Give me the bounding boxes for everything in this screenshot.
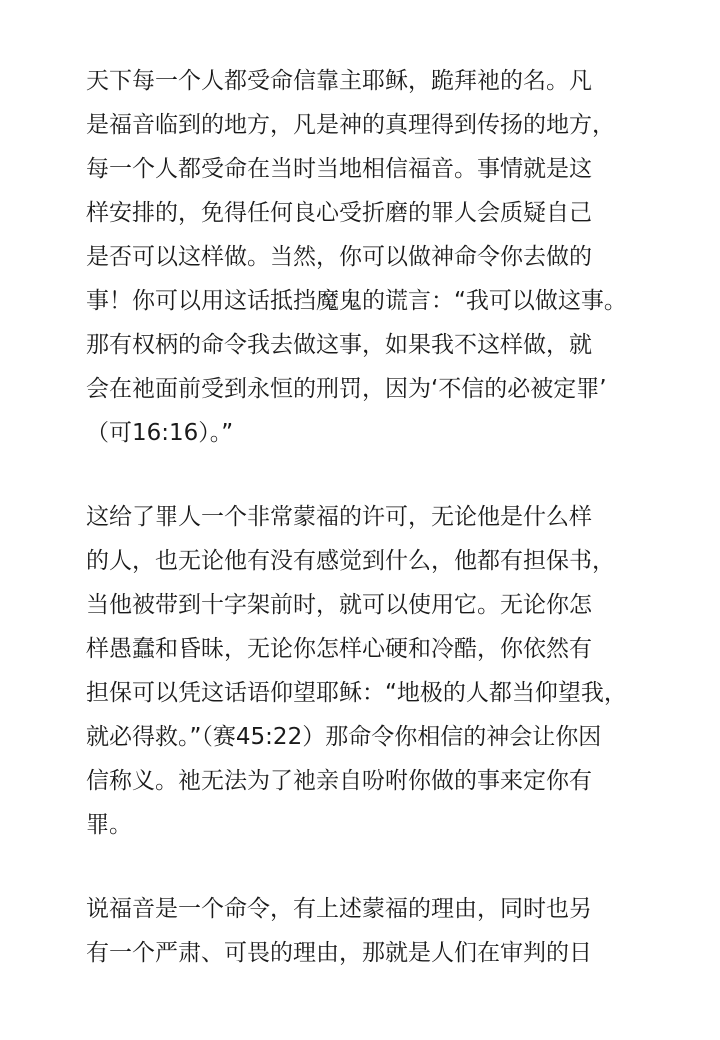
paragraph-2-line-5: 担保可以凭这话语仰望耶稣：“地极的人都当仰望我， [86,680,627,706]
paragraph-1-line-6: 事！你可以用这话抵挡魔鬼的谎言：“我可以做这事。 [86,288,627,314]
paragraph-1-line-2: 是福音临到的地方，凡是神的真理得到传扬的地方， [86,112,615,138]
paragraph-2-line-1: 这给了罪人一个非常蒙福的许可，无论他是什么样 [86,504,592,530]
paragraph-1-line-9: （可16:16）。” [86,420,234,446]
paragraph-1-line-5: 是否可以这样做。当然，你可以做神命令你去做的 [86,244,592,270]
paragraph-2-line-4: 样愚蠢和昏昧，无论你怎样心硬和冷酷，你依然有 [86,636,592,662]
paragraph-2-line-7: 信称义。祂无法为了祂亲自吩咐你做的事来定你有 [86,768,592,794]
paragraph-2-line-6: 就必得救。”（赛45:22）那命令你相信的神会让你因 [86,724,602,750]
paragraph-2-line-3: 当他被带到十字架前时，就可以使用它。无论你怎 [86,592,592,618]
paragraph-2-line-8: 罪。 [86,812,132,838]
paragraph-1-line-1: 天下每一个人都受命信靠主耶稣，跪拜祂的名。凡 [86,68,592,94]
paragraph-2-line-2: 的人，也无论他有没有感觉到什么，他都有担保书， [86,548,615,574]
paragraph-3-line-1: 说福音是一个命令，有上述蒙福的理由，同时也另 [86,896,592,922]
paragraph-1-line-8: 会在祂面前受到永恒的刑罚，因为‘不信的必被定罪’ [86,376,607,402]
paragraph-3-line-2: 有一个严肃、可畏的理由，那就是人们在审判的日 [86,940,592,966]
paragraph-1-line-4: 样安排的，免得任何良心受折磨的罪人会质疑自己 [86,200,592,226]
paragraph-1-line-3: 每一个人都受命在当时当地相信福音。事情就是这 [86,156,592,182]
paragraph-1-line-7: 那有权柄的命令我去做这事，如果我不这样做，就 [86,332,592,358]
